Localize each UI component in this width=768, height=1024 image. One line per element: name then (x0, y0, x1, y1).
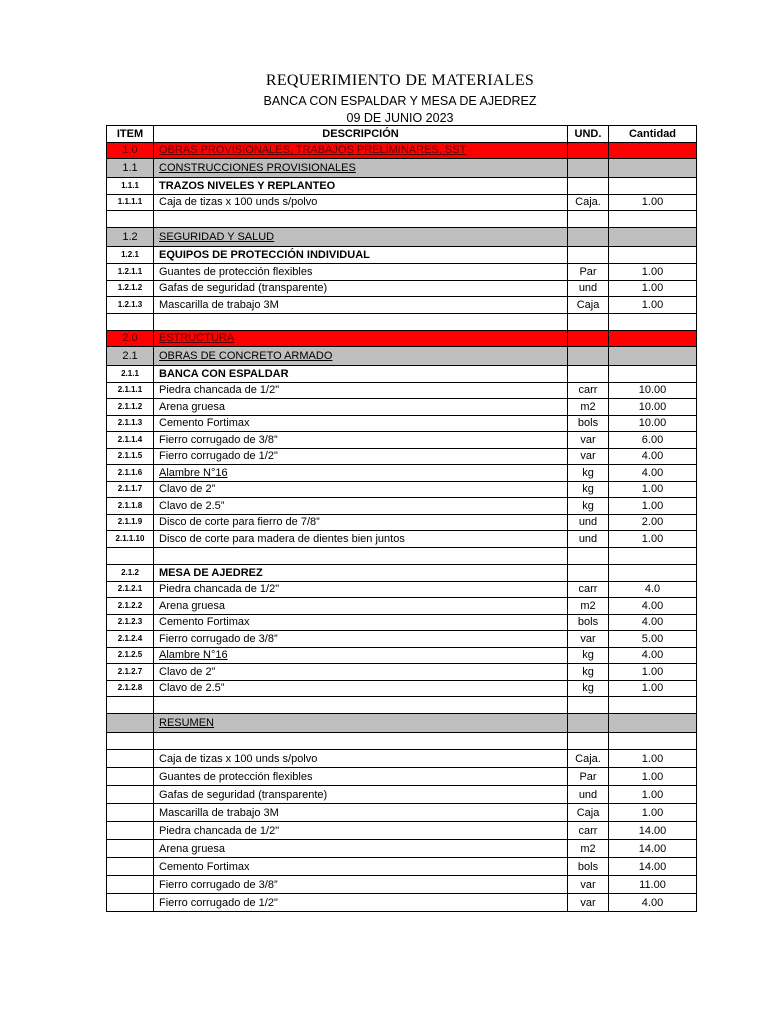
unit-cell (568, 365, 609, 382)
table-row (107, 514, 697, 531)
description-text: Gafas de seguridad (transparente) (159, 788, 328, 801)
item-code: 2.1.1.7 (107, 481, 154, 498)
header-unit: UND. (568, 126, 609, 143)
unit-cell (568, 177, 609, 194)
description-cell (154, 547, 568, 564)
item-code (107, 211, 154, 228)
unit-cell: kg (568, 647, 609, 664)
description-cell (154, 858, 568, 876)
unit-cell: kg (568, 664, 609, 681)
item-code: 2.0 (107, 330, 154, 346)
item-code: 2.1.2.2 (107, 598, 154, 615)
description-text: Fierro corrugado de 1/2" (159, 896, 278, 909)
unit-cell: und (568, 514, 609, 531)
quantity-cell (609, 564, 697, 581)
table-row (107, 876, 697, 894)
quantity-cell: 5.00 (609, 631, 697, 648)
description-cell (154, 228, 568, 247)
description-text: Clavo de 2” (159, 665, 216, 678)
unit-cell: und (568, 280, 609, 297)
item-code (107, 840, 154, 858)
description-text: SEGURIDAD Y SALUD (159, 231, 275, 243)
quantity-cell (609, 177, 697, 194)
table-row (107, 680, 697, 697)
description-text: Piedra chancada de 1/2" (159, 583, 280, 596)
unit-cell: Caja. (568, 750, 609, 768)
description-cell (154, 822, 568, 840)
table-body (107, 142, 697, 912)
table-row (107, 297, 697, 314)
quantity-cell: 4.00 (609, 614, 697, 631)
item-code: 2.1.2 (107, 564, 154, 581)
table-row (107, 432, 697, 449)
item-code: 2.1.1.2 (107, 399, 154, 416)
item-code: 2.1.2.8 (107, 680, 154, 697)
table-header-row (107, 126, 697, 143)
quantity-cell: 1.00 (609, 680, 697, 697)
section-row (107, 142, 697, 158)
description-text: Alambre N°16 (159, 466, 228, 479)
item-code: 2.1.1.1 (107, 382, 154, 399)
description-cell (154, 247, 568, 264)
item-code: 2.1.2.3 (107, 614, 154, 631)
description-cell (154, 382, 568, 399)
description-cell (154, 564, 568, 581)
description-cell (154, 894, 568, 912)
description-text: Cemento Fortimax (159, 616, 250, 629)
quantity-cell: 2.00 (609, 514, 697, 531)
description-text: Arena gruesa (159, 842, 226, 855)
description-text: Fierro corrugado de 3/8” (159, 433, 278, 446)
quantity-cell: 4.00 (609, 894, 697, 912)
item-code (107, 858, 154, 876)
description-text: RESUMEN (159, 717, 215, 729)
item-code: 2.1.2.4 (107, 631, 154, 648)
item-code (107, 786, 154, 804)
description-cell (154, 697, 568, 714)
description-text: MESA DE AJEDREZ (159, 566, 263, 579)
blank-row (107, 697, 697, 714)
item-code: 1.2.1.3 (107, 297, 154, 314)
description-text: Disco de corte para madera de dientes bien juntos (159, 532, 405, 545)
description-text: Piedra chancada de 1/2" (159, 384, 280, 397)
unit-cell: bols (568, 858, 609, 876)
description-cell (154, 647, 568, 664)
description-cell (154, 498, 568, 515)
description-text: Caja de tizas x 100 unds s/polvo (159, 196, 318, 209)
blank-row (107, 547, 697, 564)
subsection-row (107, 714, 697, 733)
description-cell (154, 680, 568, 697)
table-row (107, 631, 697, 648)
quantity-cell: 10.00 (609, 399, 697, 416)
description-cell (154, 465, 568, 482)
materials-table (106, 125, 697, 912)
item-code: 2.1.1.5 (107, 448, 154, 465)
quantity-cell: 4.00 (609, 465, 697, 482)
item-code (107, 313, 154, 330)
quantity-cell (609, 142, 697, 158)
description-text: Arena gruesa (159, 400, 226, 413)
description-cell (154, 750, 568, 768)
description-cell (154, 598, 568, 615)
document-subtitle: BANCA CON ESPALDAR Y MESA DE AJEDREZ (263, 94, 537, 108)
description-text: Clavo de 2.5” (159, 499, 225, 512)
item-code: 2.1.2.7 (107, 664, 154, 681)
quantity-cell: 10.00 (609, 382, 697, 399)
item-code: 2.1.2.5 (107, 647, 154, 664)
description-text: TRAZOS NIVELES Y REPLANTEO (159, 179, 336, 192)
quantity-cell (609, 547, 697, 564)
unit-cell: Caja. (568, 194, 609, 211)
quantity-cell: 14.00 (609, 822, 697, 840)
quantity-cell (609, 313, 697, 330)
unit-cell (568, 346, 609, 365)
item-code: 2.1.1.6 (107, 465, 154, 482)
description-text: Guantes de protección flexibles (159, 265, 313, 278)
table-row (107, 822, 697, 840)
unit-cell: var (568, 432, 609, 449)
description-cell (154, 177, 568, 194)
description-cell (154, 432, 568, 449)
description-cell (154, 531, 568, 548)
unit-cell (568, 158, 609, 177)
description-text: Cemento Fortimax (159, 417, 250, 430)
unit-cell: var (568, 448, 609, 465)
table-row (107, 264, 697, 281)
quantity-cell: 6.00 (609, 432, 697, 449)
description-cell (154, 346, 568, 365)
item-code (107, 822, 154, 840)
table-row (107, 194, 697, 211)
description-cell (154, 415, 568, 432)
table-row (107, 415, 697, 432)
subsection-row (107, 158, 697, 177)
description-cell (154, 768, 568, 786)
quantity-cell: 4.00 (609, 448, 697, 465)
table-row (107, 664, 697, 681)
quantity-cell: 1.00 (609, 194, 697, 211)
group-row (107, 177, 697, 194)
description-text: ESTRUCTURA (159, 332, 235, 344)
unit-cell: var (568, 894, 609, 912)
group-row (107, 564, 697, 581)
quantity-cell: 1.00 (609, 768, 697, 786)
description-cell (154, 840, 568, 858)
quantity-cell: 1.00 (609, 804, 697, 822)
quantity-cell (609, 733, 697, 750)
item-code: 1.2.1.1 (107, 264, 154, 281)
unit-cell: Par (568, 264, 609, 281)
unit-cell (568, 564, 609, 581)
description-text: Fierro corrugado de 3/8” (159, 878, 278, 891)
unit-cell: carr (568, 382, 609, 399)
description-cell (154, 399, 568, 416)
item-code: 2.1.2.1 (107, 581, 154, 598)
table-row (107, 280, 697, 297)
unit-cell (568, 733, 609, 750)
quantity-cell: 14.00 (609, 840, 697, 858)
table-row (107, 786, 697, 804)
quantity-cell (609, 228, 697, 247)
item-code: 2.1.1.3 (107, 415, 154, 432)
table-row (107, 498, 697, 515)
table-row (107, 750, 697, 768)
group-row (107, 247, 697, 264)
unit-cell: und (568, 531, 609, 548)
description-text: Mascarilla de trabajo 3M (159, 298, 279, 311)
unit-cell: kg (568, 481, 609, 498)
unit-cell: kg (568, 680, 609, 697)
item-code: 2.1.1.8 (107, 498, 154, 515)
table-row (107, 768, 697, 786)
quantity-cell: 4.00 (609, 598, 697, 615)
unit-cell: carr (568, 822, 609, 840)
item-code (107, 804, 154, 822)
subsection-row (107, 228, 697, 247)
description-cell (154, 581, 568, 598)
unit-cell (568, 547, 609, 564)
quantity-cell: 1.00 (609, 786, 697, 804)
header-quantity: Cantidad (609, 126, 697, 143)
description-cell (154, 194, 568, 211)
quantity-cell (609, 365, 697, 382)
unit-cell: carr (568, 581, 609, 598)
unit-cell: m2 (568, 399, 609, 416)
table-row (107, 804, 697, 822)
table-row (107, 858, 697, 876)
unit-cell (568, 142, 609, 158)
description-text: Fierro corrugado de 1/2" (159, 450, 278, 463)
quantity-cell (609, 697, 697, 714)
description-cell (154, 481, 568, 498)
unit-cell (568, 228, 609, 247)
unit-cell (568, 697, 609, 714)
unit-cell: kg (568, 498, 609, 515)
item-code (107, 697, 154, 714)
header-description: DESCRIPCIÓN (154, 126, 568, 143)
unit-cell: bols (568, 614, 609, 631)
table-row (107, 399, 697, 416)
quantity-cell (609, 346, 697, 365)
table-row (107, 614, 697, 631)
table-row (107, 531, 697, 548)
unit-cell (568, 211, 609, 228)
description-text: Mascarilla de trabajo 3M (159, 806, 279, 819)
unit-cell: Par (568, 768, 609, 786)
table-row (107, 382, 697, 399)
unit-cell: var (568, 631, 609, 648)
quantity-cell (609, 714, 697, 733)
item-code (107, 750, 154, 768)
blank-row (107, 313, 697, 330)
description-cell (154, 158, 568, 177)
unit-cell: bols (568, 415, 609, 432)
description-text: Gafas de seguridad (transparente) (159, 282, 328, 295)
description-cell (154, 297, 568, 314)
item-code (107, 733, 154, 750)
description-cell (154, 313, 568, 330)
unit-cell (568, 247, 609, 264)
unit-cell: m2 (568, 598, 609, 615)
description-cell (154, 142, 568, 158)
description-cell (154, 211, 568, 228)
header-item: ITEM (107, 126, 154, 143)
description-cell (154, 664, 568, 681)
description-text: OBRAS DE CONCRETO ARMADO (159, 349, 333, 362)
description-text: BANCA CON ESPALDAR (159, 367, 289, 380)
quantity-cell (609, 211, 697, 228)
description-text: CONSTRUCCIONES PROVISIONALES (159, 161, 356, 174)
document-title: REQUERIMIENTO DE MATERIALES (265, 72, 535, 89)
item-code: 1.1 (107, 158, 154, 177)
quantity-cell: 1.00 (609, 664, 697, 681)
table-row (107, 598, 697, 615)
description-cell (154, 804, 568, 822)
description-cell (154, 733, 568, 750)
item-code: 1.2 (107, 228, 154, 247)
quantity-cell: 1.00 (609, 498, 697, 515)
description-cell (154, 786, 568, 804)
quantity-cell: 11.00 (609, 876, 697, 894)
unit-cell: kg (568, 465, 609, 482)
table-row (107, 481, 697, 498)
description-cell (154, 264, 568, 281)
description-cell (154, 514, 568, 531)
unit-cell: Caja (568, 804, 609, 822)
item-code: 2.1.1.9 (107, 514, 154, 531)
quantity-cell: 4.00 (609, 647, 697, 664)
description-text: OBRAS PROVISIONALES, TRABAJOS PRELIMINARES, SST (159, 144, 467, 156)
unit-cell (568, 714, 609, 733)
quantity-cell: 1.00 (609, 280, 697, 297)
description-cell (154, 876, 568, 894)
description-text: Cemento Fortimax (159, 860, 250, 873)
table-row (107, 448, 697, 465)
description-cell (154, 614, 568, 631)
table-row (107, 465, 697, 482)
description-text: Guantes de protección flexibles (159, 770, 313, 783)
blank-row (107, 211, 697, 228)
description-cell (154, 631, 568, 648)
quantity-cell: 1.00 (609, 750, 697, 768)
item-code (107, 894, 154, 912)
item-code: 2.1.1.10 (107, 531, 154, 548)
quantity-cell: 4.0 (609, 581, 697, 598)
item-code: 2.1.1 (107, 365, 154, 382)
unit-cell: m2 (568, 840, 609, 858)
description-text: Fierro corrugado de 3/8” (159, 632, 278, 645)
description-cell (154, 448, 568, 465)
table-row (107, 647, 697, 664)
quantity-cell (609, 330, 697, 346)
description-text: Clavo de 2.5” (159, 682, 225, 695)
item-code (107, 876, 154, 894)
quantity-cell: 1.00 (609, 481, 697, 498)
quantity-cell: 10.00 (609, 415, 697, 432)
description-text: Disco de corte para fierro de 7/8” (159, 516, 320, 529)
unit-cell: Caja (568, 297, 609, 314)
subsection-row (107, 346, 697, 365)
description-text: Clavo de 2” (159, 483, 216, 496)
quantity-cell: 1.00 (609, 297, 697, 314)
unit-cell: var (568, 876, 609, 894)
group-row (107, 365, 697, 382)
unit-cell: und (568, 786, 609, 804)
item-code: 1.2.1 (107, 247, 154, 264)
description-text: Alambre N°16 (159, 649, 228, 662)
description-cell (154, 280, 568, 297)
description-cell (154, 365, 568, 382)
item-code (107, 547, 154, 564)
table-row (107, 894, 697, 912)
document-date: 09 DE JUNIO 2023 (346, 111, 454, 125)
description-text: Caja de tizas x 100 unds s/polvo (159, 752, 318, 765)
quantity-cell: 1.00 (609, 264, 697, 281)
table-row (107, 840, 697, 858)
item-code: 2.1.1.4 (107, 432, 154, 449)
item-code (107, 768, 154, 786)
quantity-cell (609, 158, 697, 177)
quantity-cell: 1.00 (609, 531, 697, 548)
description-cell (154, 330, 568, 346)
quantity-cell: 14.00 (609, 858, 697, 876)
item-code (107, 714, 154, 733)
item-code: 2.1 (107, 346, 154, 365)
description-text: Piedra chancada de 1/2" (159, 824, 280, 837)
description-text: EQUIPOS DE PROTECCIÓN INDIVIDUAL (159, 249, 370, 261)
blank-row (107, 733, 697, 750)
item-code: 1.2.1.2 (107, 280, 154, 297)
item-code: 1.0 (107, 142, 154, 158)
unit-cell (568, 313, 609, 330)
table-row (107, 581, 697, 598)
item-code: 1.1.1 (107, 177, 154, 194)
description-text: Arena gruesa (159, 599, 226, 612)
section-row (107, 330, 697, 346)
unit-cell (568, 330, 609, 346)
quantity-cell (609, 247, 697, 264)
item-code: 1.1.1.1 (107, 194, 154, 211)
description-cell (154, 714, 568, 733)
